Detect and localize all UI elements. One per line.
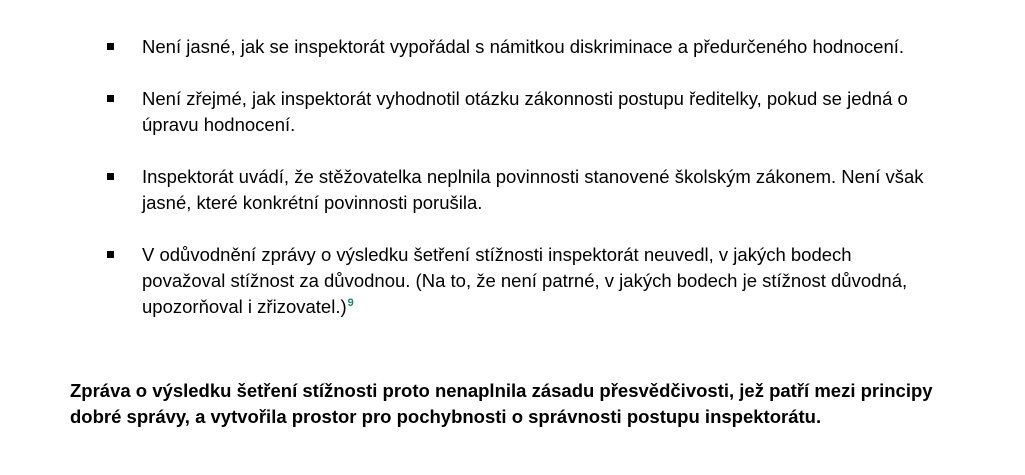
summary-paragraph: Zpráva o výsledku šetření stížnosti proto nenaplnila zásadu přesvědčivosti, jež patří mezi principy dobré správy, a vytvořila prostor pro pochybnosti o správnosti postupu inspektorátu.: [70, 380, 933, 427]
square-bullet-icon: [107, 95, 114, 102]
findings-list: [100, 34, 930, 320]
list-item: [100, 242, 930, 320]
list-item-text: Není zřejmé, jak inspektorát vyhodnotil otázku zákonnosti postupu ředitelky, pokud se jedná o úpravu hodnocení.: [142, 88, 908, 135]
list-item: [100, 34, 930, 60]
square-bullet-icon: [107, 251, 114, 258]
list-item: [100, 86, 930, 138]
list-item-text: Inspektorát uvádí, že stěžovatelka neplnila povinnosti stanovené školským zákonem. Není však jasné, které konkrétní povinnosti porušila.: [142, 166, 924, 213]
list-item-text: Není jasné, jak se inspektorát vypořádal s námitkou diskriminace a předurčeného hodnocení.: [142, 36, 905, 57]
square-bullet-icon: [107, 173, 114, 180]
list-item: [100, 164, 930, 216]
list-item-text: V odůvodnění zprávy o výsledku šetření stížnosti inspektorát neuvedl, v jakých bodech považoval stížnost za důvodnou. (Na to, že není patrné, v jakých bodech je stížnost důvodná, upozorňoval i zřizovatel.): [142, 244, 908, 317]
square-bullet-icon: [107, 43, 114, 50]
footnote-link[interactable]: 9: [347, 296, 354, 309]
